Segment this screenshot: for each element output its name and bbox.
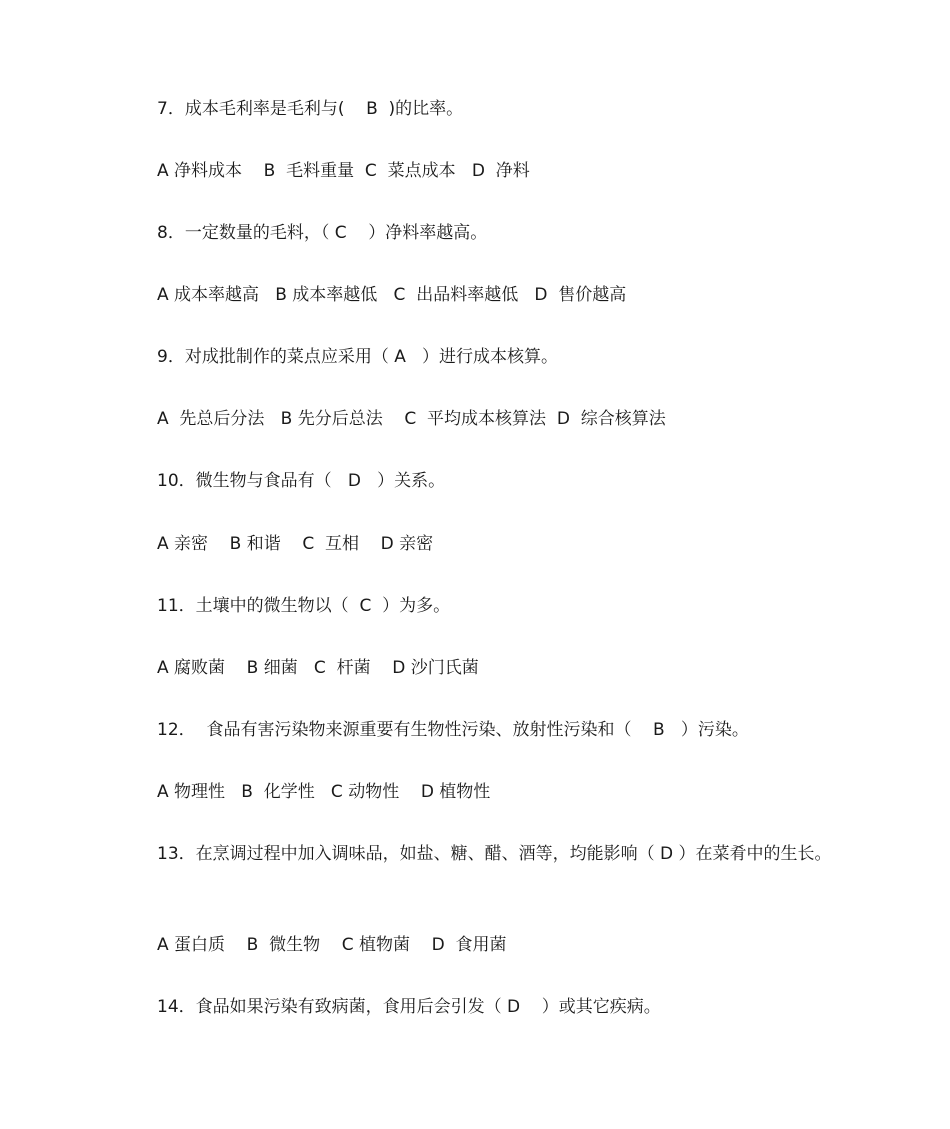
options-12: A 物理性 B 化学性 C 动物性 D 植物性	[157, 782, 491, 802]
question-9: 9．对成批制作的菜点应采用（ A ）进行成本核算。	[157, 347, 559, 367]
question-13: 13．在烹调过程中加入调味品，如盐、糖、醋、酒等，均能影响（ D ）在菜肴中的生长。	[157, 844, 832, 864]
question-7: 7．成本毛利率是毛利与( B )的比率。	[157, 99, 464, 119]
options-11: A 腐败菌 B 细菌 C 杆菌 D 沙门氏菌	[157, 658, 479, 678]
options-8: A 成本率越高 B 成本率越低 C 出品料率越低 D 售价越高	[157, 285, 627, 305]
options-10: A 亲密 B 和谐 C 互相 D 亲密	[157, 534, 434, 554]
question-10: 10．微生物与食品有（ D ）关系。	[157, 471, 446, 491]
options-13: A 蛋白质 B 微生物 C 植物菌 D 食用菌	[157, 935, 507, 955]
options-7: A 净料成本 B 毛料重量 C 菜点成本 D 净料	[157, 161, 530, 181]
question-14: 14．食品如果污染有致病菌，食用后会引发（ D ）或其它疾病。	[157, 997, 661, 1017]
question-12: 12． 食品有害污染物来源重要有生物性污染、放射性污染和（ B ）污染。	[157, 720, 749, 740]
question-11: 11．土壤中的微生物以（ C ）为多。	[157, 596, 451, 616]
options-9: A 先总后分法 B 先分后总法 C 平均成本核算法 D 综合核算法	[157, 409, 666, 429]
question-8: 8．一定数量的毛料，（ C ）净料率越高。	[157, 223, 488, 243]
